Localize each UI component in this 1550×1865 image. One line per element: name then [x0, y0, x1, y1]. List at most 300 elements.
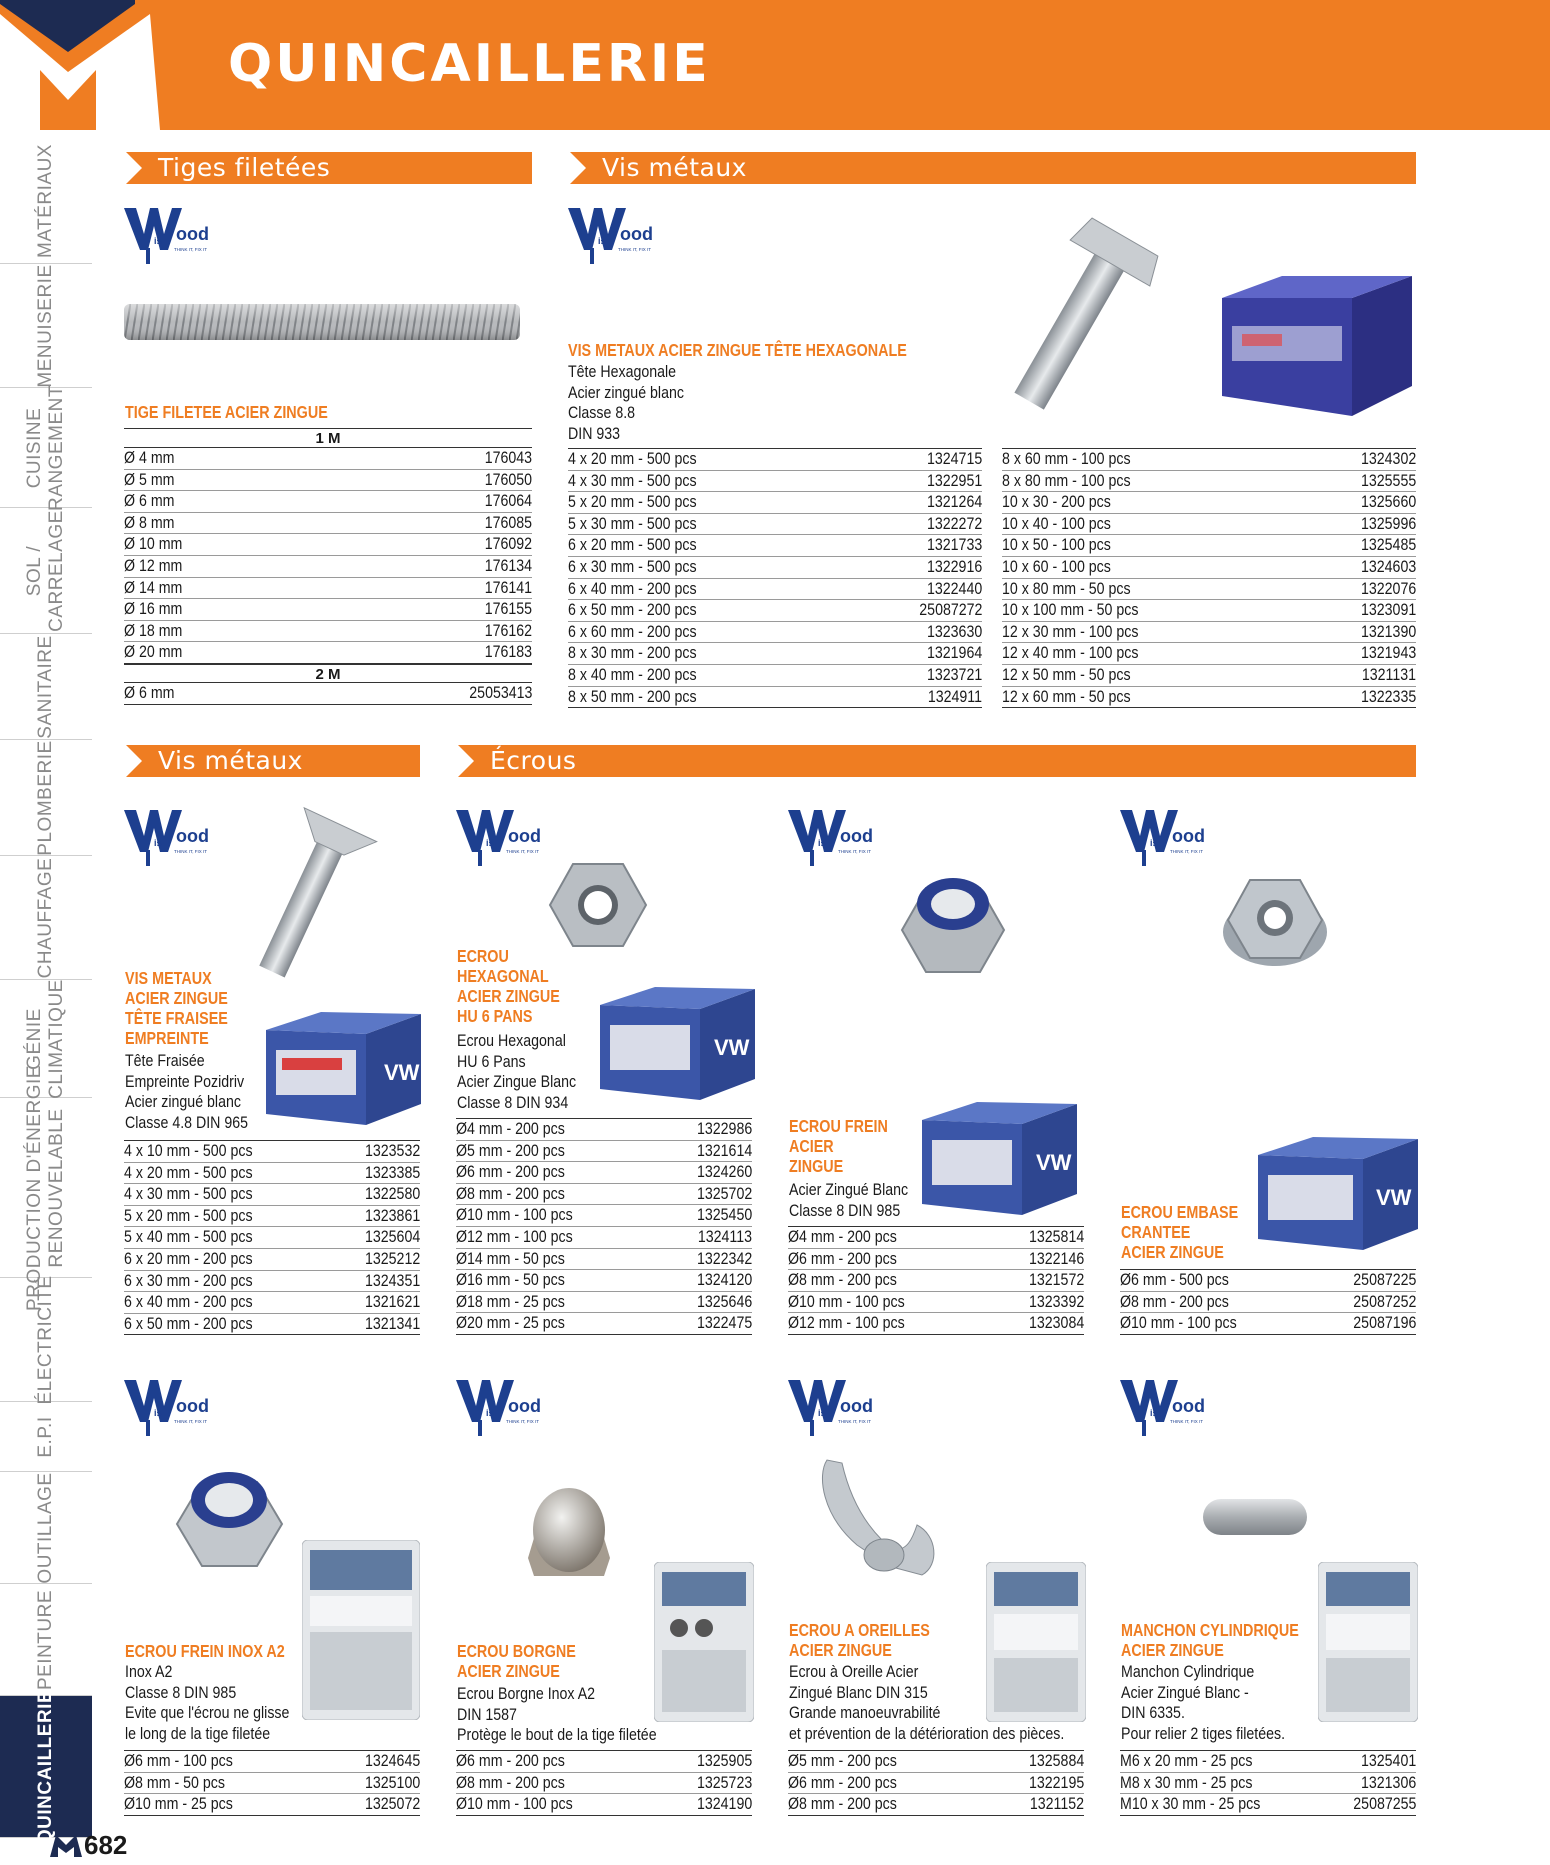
- sidebar-tab-label: CUISINE RANGEMENT: [24, 384, 67, 511]
- row-size: Ø4 mm - 200 pcs: [456, 1120, 565, 1138]
- svg-text:ood: ood: [1172, 1396, 1205, 1416]
- table-row: [456, 1249, 752, 1271]
- row-size: 4 x 30 mm - 500 pcs: [124, 1185, 253, 1204]
- row-reference: 25087196: [1352, 1314, 1416, 1333]
- table-row: [124, 578, 532, 600]
- row-reference: 1325884: [1028, 1752, 1084, 1770]
- table-row: [568, 600, 982, 622]
- svg-text:is: is: [154, 236, 162, 246]
- row-reference: 1322076: [1360, 579, 1416, 598]
- brand-tagline: THINK IT, FIX IT: [506, 1419, 540, 1424]
- row-reference: 1321733: [926, 536, 982, 555]
- table-row: [1120, 1773, 1416, 1795]
- row-size: 5 x 30 mm - 500 pcs: [568, 514, 697, 533]
- table-row: [1002, 449, 1416, 471]
- table-row: [1002, 687, 1416, 709]
- row-reference: 1325604: [364, 1228, 420, 1247]
- table-row: [1002, 622, 1416, 644]
- row-size: Ø5 mm - 200 pcs: [788, 1752, 897, 1770]
- table-row: [124, 556, 532, 578]
- row-size: Ø16 mm - 50 pcs: [456, 1271, 565, 1290]
- row-size: Ø8 mm - 200 pcs: [788, 1795, 897, 1814]
- row-size: 4 x 10 mm - 500 pcs: [124, 1142, 253, 1160]
- product-desc-oreilles: Ecrou à Oreille Acier Zingué Blanc DIN 315 Grande manoeuvrabilité et prévention de la détérioration des pièces.: [789, 1663, 1065, 1743]
- table-row: [124, 1271, 420, 1293]
- row-reference: 1321572: [1028, 1271, 1084, 1290]
- product-title-vis-fraisee: VIS METAUX ACIER ZINGUE TÊTE FRAISEE EMPREINTE: [125, 968, 228, 1048]
- row-reference: 1321943: [1360, 644, 1416, 663]
- row-size: Ø8 mm - 200 pcs: [788, 1271, 897, 1290]
- table-row: [456, 1141, 752, 1163]
- table-row: [124, 1794, 420, 1816]
- row-reference: 1323392: [1028, 1292, 1084, 1311]
- product-title-ecrou-frein: ECROU FREIN ACIER ZINGUE: [789, 1116, 888, 1176]
- row-reference: 1325723: [696, 1773, 752, 1792]
- row-size: Ø 5 mm: [124, 470, 175, 489]
- row-reference: 176141: [484, 578, 532, 597]
- table-row: [1120, 1751, 1416, 1773]
- ecrou-frein-table: [788, 1226, 1084, 1335]
- row-reference: 1325555: [1360, 471, 1416, 490]
- table-row: [1120, 1270, 1416, 1292]
- sidebar-tab[interactable]: [0, 634, 92, 740]
- row-size: Ø 6 mm: [124, 683, 175, 702]
- brand-tagline: THINK IT, FIX IT: [838, 849, 872, 854]
- table-row: [124, 1206, 420, 1228]
- sidebar-tab[interactable]: [0, 264, 92, 388]
- product-desc-vis-fraisee: Tête Fraisée Empreinte Pozidriv Acier zingué blanc Classe 4.8 DIN 965: [125, 1052, 249, 1132]
- flange-nut-image: [1220, 870, 1330, 970]
- product-title-frein-inox: ECROU FREIN INOX A2: [125, 1641, 285, 1661]
- brand-tagline: THINK IT, FIX IT: [838, 1419, 872, 1424]
- row-size: 6 x 40 mm - 200 pcs: [124, 1293, 253, 1312]
- sidebar-tab-label: E.P.I: [35, 1415, 56, 1458]
- row-size: 8 x 40 mm - 200 pcs: [568, 665, 697, 684]
- table-subheader: 2 M: [124, 664, 532, 683]
- row-size: Ø10 mm - 100 pcs: [456, 1795, 573, 1814]
- table-row: [1002, 492, 1416, 514]
- row-size: 5 x 40 mm - 500 pcs: [124, 1228, 253, 1247]
- countersunk-screw-image: [230, 800, 390, 980]
- row-reference: 176183: [484, 643, 532, 662]
- sidebar-tab[interactable]: [0, 740, 92, 856]
- row-size: 6 x 30 mm - 200 pcs: [124, 1271, 253, 1290]
- row-size: 8 x 50 mm - 200 pcs: [568, 687, 697, 706]
- viswood-logo: [456, 1376, 556, 1438]
- row-reference: 1323091: [1360, 601, 1416, 620]
- sidebar-tab[interactable]: [0, 384, 92, 511]
- row-reference: 176064: [484, 492, 532, 511]
- table-row: [1120, 1794, 1416, 1816]
- sidebar-tab-label: PLOMBERIE: [35, 739, 56, 856]
- table-row: [124, 599, 532, 621]
- product-title-manchon: MANCHON CYLINDRIQUE ACIER ZINGUE: [1121, 1620, 1299, 1660]
- row-size: 6 x 50 mm - 200 pcs: [124, 1314, 253, 1333]
- row-reference: 1324190: [696, 1795, 752, 1814]
- blister-pack-image: [1318, 1562, 1418, 1722]
- vis-hex-table-b: [1002, 448, 1416, 708]
- row-size: 6 x 60 mm - 200 pcs: [568, 622, 697, 641]
- product-desc-ecrou-frein: Acier Zingué Blanc Classe 8 DIN 985: [789, 1181, 909, 1220]
- row-size: Ø6 mm - 200 pcs: [788, 1773, 897, 1792]
- table-row: [124, 1141, 420, 1163]
- svg-text:ood: ood: [176, 826, 209, 846]
- viswood-logo: [1120, 806, 1220, 868]
- row-size: 12 x 60 mm - 50 pcs: [1002, 687, 1131, 706]
- row-size: 10 x 40 - 100 pcs: [1002, 514, 1111, 533]
- sidebar-tab[interactable]: [0, 1402, 92, 1472]
- row-size: Ø 4 mm: [124, 449, 175, 467]
- row-size: 6 x 50 mm - 200 pcs: [568, 601, 697, 620]
- row-size: Ø8 mm - 50 pcs: [124, 1773, 225, 1792]
- row-reference: 1323721: [926, 665, 982, 684]
- vis-hex-table-a: [568, 448, 982, 708]
- row-reference: 1324120: [696, 1271, 752, 1290]
- row-reference: 176155: [484, 600, 532, 619]
- row-reference: 25087252: [1352, 1292, 1416, 1311]
- row-reference: 1324911: [927, 687, 982, 706]
- svg-text:ood: ood: [508, 826, 541, 846]
- sidebar-tab-label: GÉNIE CLIMATIQUE: [24, 978, 67, 1099]
- row-size: 12 x 40 mm - 100 pcs: [1002, 644, 1139, 663]
- row-reference: 1323385: [364, 1163, 420, 1182]
- row-reference: 1324113: [697, 1227, 752, 1246]
- row-reference: 1321621: [364, 1293, 420, 1312]
- row-size: 8 x 60 mm - 100 pcs: [1002, 450, 1131, 468]
- svg-text:is: is: [486, 1408, 494, 1418]
- row-reference: 1325996: [1360, 514, 1416, 533]
- row-size: 12 x 50 mm - 50 pcs: [1002, 665, 1131, 684]
- row-size: 4 x 30 mm - 500 pcs: [568, 471, 697, 490]
- sidebar-tab-label: PRODUCTION D'ÉNERGIE RENOUVELABLE: [24, 1064, 67, 1311]
- ecrou-embase-table: [1120, 1269, 1416, 1335]
- row-reference: 1325660: [1360, 493, 1416, 512]
- row-size: Ø20 mm - 25 pcs: [456, 1314, 565, 1333]
- row-size: Ø10 mm - 100 pcs: [788, 1292, 905, 1311]
- row-reference: 176085: [484, 513, 532, 532]
- row-reference: 1325100: [364, 1773, 420, 1792]
- table-row: [1002, 665, 1416, 687]
- svg-text:is: is: [154, 1408, 162, 1418]
- table-row: [1002, 535, 1416, 557]
- table-row: [1002, 557, 1416, 579]
- sidebar-tab[interactable]: [0, 508, 92, 634]
- flange-nut-box-image: [1258, 1135, 1418, 1250]
- product-title-ecrou-embase: ECROU EMBASE CRANTEE ACIER ZINGUE: [1121, 1202, 1239, 1262]
- manchon-table: [1120, 1750, 1416, 1816]
- sidebar-tab[interactable]: [0, 1274, 92, 1405]
- table-row: [124, 1292, 420, 1314]
- table-row: [456, 1751, 752, 1773]
- row-reference: 1325646: [696, 1292, 752, 1311]
- row-size: M8 x 30 mm - 25 pcs: [1120, 1773, 1253, 1792]
- sidebar-tab-label: CHAUFFAGE: [35, 857, 56, 978]
- row-size: 4 x 20 mm - 500 pcs: [124, 1163, 253, 1182]
- table-row: [788, 1773, 1084, 1795]
- row-size: Ø10 mm - 100 pcs: [1120, 1314, 1237, 1333]
- table-row: [124, 1163, 420, 1185]
- product-desc-vis-hex: Tête Hexagonale Acier zingué blanc Classe 8.8 DIN 933: [568, 363, 684, 443]
- svg-text:is: is: [1150, 838, 1158, 848]
- table-row: [1120, 1313, 1416, 1335]
- row-size: 10 x 80 mm - 50 pcs: [1002, 579, 1131, 598]
- row-reference: 1322475: [696, 1314, 752, 1333]
- tige-table: [124, 428, 532, 705]
- row-size: Ø8 mm - 200 pcs: [456, 1184, 565, 1203]
- table-row: [124, 642, 532, 664]
- row-size: Ø18 mm - 25 pcs: [456, 1292, 565, 1311]
- table-row: [568, 535, 982, 557]
- table-row: [124, 621, 532, 643]
- table-row: [568, 665, 982, 687]
- table-row: [456, 1292, 752, 1314]
- table-row: [1002, 514, 1416, 536]
- row-reference: 1323084: [1028, 1314, 1084, 1333]
- row-reference: 1322986: [696, 1120, 752, 1138]
- vis-fraisee-table: [124, 1140, 420, 1335]
- svg-text:is: is: [154, 838, 162, 848]
- row-reference: 1321131: [1361, 665, 1416, 684]
- row-size: 8 x 30 mm - 200 pcs: [568, 644, 697, 663]
- cap-nut-image: [524, 1480, 614, 1580]
- product-desc-borgne: Ecrou Borgne Inox A2 DIN 1587 Protège le bout de la tige filetée: [457, 1685, 657, 1744]
- table-row: [456, 1794, 752, 1816]
- table-row: [1002, 643, 1416, 665]
- sidebar-tab-label: SANITAIRE: [35, 634, 56, 739]
- row-reference: 1322272: [926, 514, 982, 533]
- row-reference: 1325401: [1360, 1752, 1416, 1770]
- brand-tagline: THINK IT, FIX IT: [506, 849, 540, 854]
- row-size: Ø 10 mm: [124, 535, 183, 554]
- row-reference: 1322951: [926, 471, 982, 490]
- table-row: [124, 491, 532, 513]
- row-reference: 176050: [484, 470, 532, 489]
- sidebar-tab[interactable]: [0, 1472, 92, 1584]
- table-row: [124, 1184, 420, 1206]
- row-size: 6 x 30 mm - 500 pcs: [568, 557, 697, 576]
- hex-nut-box-image: [600, 985, 755, 1100]
- row-reference: 25053413: [468, 683, 532, 702]
- brand-tagline: THINK IT, FIX IT: [174, 247, 208, 252]
- row-reference: 1325450: [696, 1206, 752, 1225]
- sidebar-tab-label: ÉLECTRICITÉ: [35, 1274, 56, 1405]
- svg-text:ood: ood: [840, 826, 873, 846]
- product-title-ecrou-hex: ECROU HEXAGONAL ACIER ZINGUE HU 6 PANS: [457, 946, 560, 1026]
- table-row: [788, 1751, 1084, 1773]
- row-size: 8 x 80 mm - 100 pcs: [1002, 471, 1131, 490]
- product-desc-frein-inox: Inox A2 Classe 8 DIN 985 Evite que l'écrou ne glisse le long de la tige filetée: [125, 1663, 290, 1743]
- svg-text:ood: ood: [508, 1396, 541, 1416]
- product-title-vis-hex: VIS METAUX ACIER ZINGUE TÊTE HEXAGONALE: [568, 340, 907, 360]
- svg-text:VW: VW: [384, 1060, 420, 1085]
- row-size: Ø8 mm - 200 pcs: [1120, 1292, 1229, 1311]
- svg-text:is: is: [818, 1408, 826, 1418]
- row-reference: 1321264: [926, 493, 982, 512]
- section-tiges-filetees: Tiges filetées: [126, 152, 532, 184]
- oreilles-table: [788, 1750, 1084, 1816]
- page-number: 682: [84, 1830, 128, 1860]
- brand-tagline: THINK IT, FIX IT: [1170, 849, 1204, 854]
- table-row: [124, 683, 532, 705]
- table-row: [124, 1751, 420, 1773]
- product-title-borgne: ECROU BORGNE ACIER ZINGUE: [457, 1641, 576, 1681]
- table-row: [568, 579, 982, 601]
- page-title: QUINCAILLERIE: [228, 34, 711, 94]
- row-size: Ø 12 mm: [124, 556, 183, 575]
- table-row: [124, 470, 532, 492]
- table-row: [124, 1314, 420, 1336]
- row-size: Ø 8 mm: [124, 513, 175, 532]
- row-reference: 1325905: [696, 1752, 752, 1770]
- viswood-logo: [456, 806, 556, 868]
- table-row: [788, 1313, 1084, 1335]
- table-row: [456, 1270, 752, 1292]
- row-size: 6 x 20 mm - 200 pcs: [124, 1249, 253, 1268]
- row-size: Ø10 mm - 25 pcs: [124, 1795, 233, 1814]
- table-row: [568, 557, 982, 579]
- row-size: 10 x 100 mm - 50 pcs: [1002, 601, 1139, 620]
- table-row: [568, 622, 982, 644]
- product-desc-ecrou-hex: Ecrou Hexagonal HU 6 Pans Acier Zingue Blanc Classe 8 DIN 934: [457, 1032, 577, 1112]
- row-size: M6 x 20 mm - 25 pcs: [1120, 1752, 1253, 1770]
- row-reference: 25087272: [918, 601, 982, 620]
- row-size: Ø 20 mm: [124, 643, 183, 662]
- hex-nut-image: [548, 860, 648, 950]
- row-reference: 1325072: [364, 1795, 420, 1814]
- row-reference: 1325702: [696, 1184, 752, 1203]
- row-size: 5 x 20 mm - 500 pcs: [124, 1206, 253, 1225]
- table-row: [124, 534, 532, 556]
- row-reference: 1321306: [1360, 1773, 1416, 1792]
- brand-tagline: THINK IT, FIX IT: [1170, 1419, 1204, 1424]
- row-reference: 1322916: [926, 557, 982, 576]
- row-size: Ø10 mm - 100 pcs: [456, 1206, 573, 1225]
- row-size: Ø14 mm - 50 pcs: [456, 1249, 565, 1268]
- sidebar-tab[interactable]: [0, 1584, 92, 1696]
- threaded-rod-image: [124, 300, 524, 344]
- row-reference: 1324603: [1360, 557, 1416, 576]
- row-reference: 1322195: [1028, 1773, 1084, 1792]
- sidebar-tab[interactable]: [0, 856, 92, 980]
- row-reference: 1325485: [1360, 536, 1416, 555]
- row-size: Ø 16 mm: [124, 600, 183, 619]
- sidebar-tab-label: SOL / CARRELAGE: [24, 509, 67, 632]
- sidebar-tab-label: QUINCAILLERIE: [35, 1689, 56, 1844]
- viswood-logo: [788, 1376, 888, 1438]
- table-row: [788, 1270, 1084, 1292]
- table-row: [788, 1292, 1084, 1314]
- viswood-logo: [788, 806, 888, 868]
- row-reference: 1324645: [364, 1752, 420, 1770]
- blister-pack-image: [302, 1540, 420, 1720]
- row-size: 10 x 50 - 100 pcs: [1002, 536, 1111, 555]
- table-row: [1120, 1292, 1416, 1314]
- row-size: 6 x 40 mm - 200 pcs: [568, 579, 697, 598]
- table-row: [568, 492, 982, 514]
- table-row: [788, 1249, 1084, 1271]
- svg-text:is: is: [486, 838, 494, 848]
- row-size: 10 x 60 - 100 pcs: [1002, 557, 1111, 576]
- viswood-logo: [124, 1376, 224, 1438]
- row-reference: 1321341: [364, 1314, 420, 1333]
- sidebar-tab-label: PEINTURE: [35, 1589, 56, 1690]
- viswood-logo: [124, 204, 224, 266]
- sidebar-tab[interactable]: [0, 138, 92, 264]
- coupling-nut-image: [1200, 1495, 1310, 1540]
- section-ecrous: Écrous: [458, 745, 1416, 777]
- table-row: [124, 448, 532, 470]
- table-row: [568, 449, 982, 471]
- row-reference: 1324260: [696, 1163, 752, 1182]
- row-reference: 1321152: [1029, 1795, 1084, 1814]
- row-size: 5 x 20 mm - 500 pcs: [568, 493, 697, 512]
- table-row: [124, 1773, 420, 1795]
- svg-text:is: is: [1150, 1408, 1158, 1418]
- row-reference: 1323861: [364, 1206, 420, 1225]
- row-size: M10 x 30 mm - 25 pcs: [1120, 1795, 1261, 1814]
- section-vis-metaux-2: Vis métaux: [126, 745, 420, 777]
- hex-bolt-image: [1000, 215, 1160, 420]
- category-sidebar: [0, 138, 100, 1844]
- row-reference: 1323532: [364, 1142, 420, 1160]
- row-reference: 176043: [484, 449, 532, 467]
- row-reference: 176134: [484, 556, 532, 575]
- row-reference: 1321614: [696, 1141, 752, 1160]
- table-row: [568, 514, 982, 536]
- sidebar-tab-label: MATÉRIAUX: [35, 143, 56, 258]
- row-size: Ø4 mm - 200 pcs: [788, 1228, 897, 1246]
- row-reference: 1324302: [1360, 450, 1416, 468]
- table-row: [456, 1313, 752, 1335]
- product-box-image: [1222, 276, 1412, 421]
- svg-text:is: is: [818, 838, 826, 848]
- svg-text:ood: ood: [1172, 826, 1205, 846]
- table-row: [456, 1119, 752, 1141]
- row-size: Ø 18 mm: [124, 621, 183, 640]
- section-vis-metaux-1: Vis métaux: [570, 152, 1416, 184]
- table-row: [456, 1773, 752, 1795]
- table-row: [1002, 600, 1416, 622]
- row-reference: 1323630: [926, 622, 982, 641]
- row-size: 12 x 30 mm - 100 pcs: [1002, 622, 1139, 641]
- svg-text:VW: VW: [1376, 1185, 1412, 1210]
- table-row: [568, 471, 982, 493]
- table-row: [456, 1227, 752, 1249]
- sidebar-tab-label: MENUISERIE: [35, 263, 56, 388]
- row-reference: 25087255: [1352, 1795, 1416, 1814]
- svg-text:ood: ood: [176, 224, 209, 244]
- product-title-tige: TIGE FILETEE ACIER ZINGUE: [125, 402, 328, 422]
- sidebar-tab[interactable]: [0, 1064, 92, 1311]
- row-reference: 1322335: [1360, 687, 1416, 706]
- lock-nut-image: [898, 870, 1008, 975]
- row-reference: 1322580: [364, 1185, 420, 1204]
- row-reference: 1325814: [1028, 1228, 1084, 1246]
- table-row: [1002, 579, 1416, 601]
- brand-m-logo: [0, 0, 160, 130]
- row-size: Ø6 mm - 100 pcs: [124, 1752, 233, 1770]
- table-row: [456, 1184, 752, 1206]
- row-reference: 1325212: [364, 1249, 420, 1268]
- table-row: [456, 1162, 752, 1184]
- table-row: [124, 1249, 420, 1271]
- viswood-logo: [124, 806, 224, 868]
- sidebar-tab[interactable]: [0, 1689, 92, 1844]
- row-size: Ø5 mm - 200 pcs: [456, 1141, 565, 1160]
- sidebar-tab-label: OUTILLAGE: [35, 1471, 56, 1584]
- blister-pack-image: [654, 1562, 754, 1722]
- svg-text:ood: ood: [620, 224, 653, 244]
